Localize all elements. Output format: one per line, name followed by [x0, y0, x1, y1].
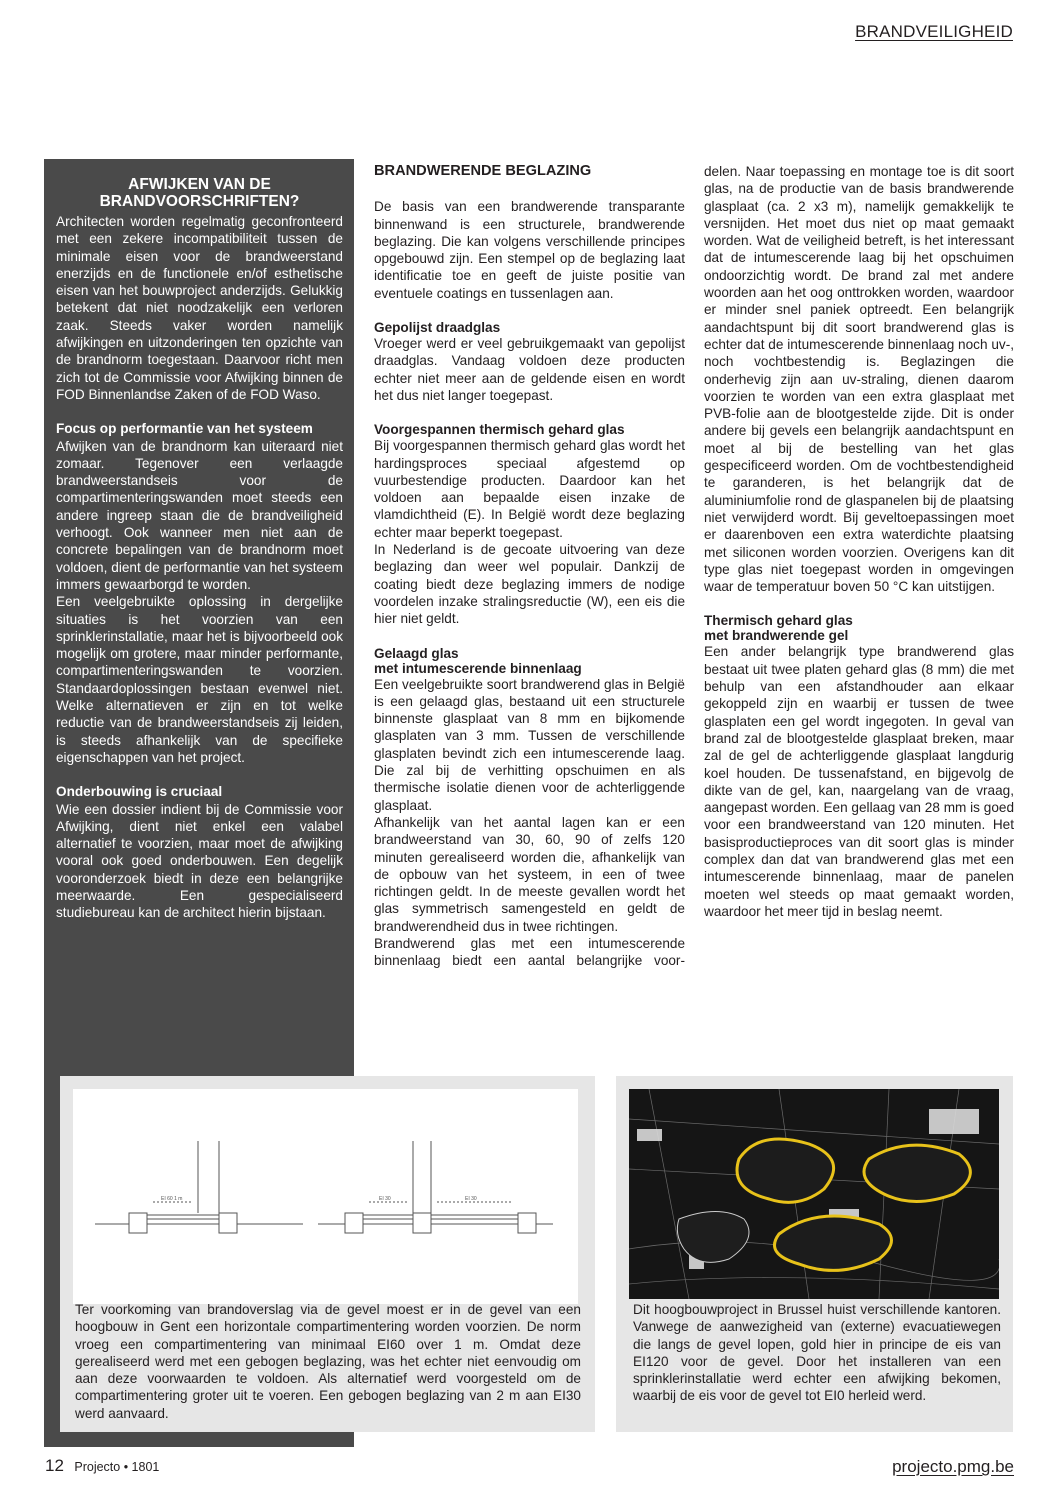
figure-caption: Ter voorkoming van brandoverslag via de gevel moest er in de gevel van een hoogbouw in Gent een horizontale compartimentering worden voorzien. De norm vroeg een compartimentering van minimaal EI60 over 1 m. Omdat deze gerealiseerd werd met een gebogen beglazing, was het echter niet eenvoudig om aan deze voorwaarden te voldoen. Als alternatief werd voorgesteld om de compartimentering groter uit te voeren. Een gebogen beglazing van 2 m aan EI30 werd aanvaard.	[75, 1302, 581, 1421]
figure-caption: Dit hoogbouwproject in Brussel huist verschillende kantoren. Vanwege de aanwezigheid van (externe) evacuatiewegen die langs de gevel lopen, gold hier in principe de eis van EI120 voor de gevel. Door het installeren van een sprinklerinstallatie werd echter een afwijking bekomen, waarbij de eis voor de gevel tot EI0 herleid werd.	[633, 1302, 1001, 1404]
figure-gent	[60, 1076, 595, 1432]
figure-brussel	[616, 1076, 1013, 1432]
paragraph: Brandwerend glas met een intumescerende binnenlaag biedt een aantal belangrijke voor-	[374, 935, 685, 969]
article-column-2	[374, 163, 685, 970]
article-intro: De basis van een brandwerende transparante binnenwand is een structurele, brandwerende beglazing. Die kan volgens verschillende principes opgebouwd zijn. Een stempel op de beglazing laat identificatie toe en geeft de juiste positie van eventuele coatings en tussenlagen aan.	[374, 199, 685, 301]
paragraph: Een veelgebruikte soort brandwerend glas in België is een gelaagd glas, bestaand uit een structurele binnenste glasplaat van 8 mm en bijkomende glasplaten van 3 mm. Tussen de verschillende glasplaten bevindt zich een intumescerende laag. Die zal bij de verhitting opschuimen en als thermische isolatie dienen voor de achterliggende glasplaat.	[374, 676, 685, 813]
subheading-line: Gelaagd glas	[374, 645, 459, 661]
sidebar-paragraph: Een veelgebruikte oplossing in dergelijke situaties is het voorzien van een sprinklerinstallatie, maar het is bijvoorbeeld ook mogelijk om grotere, maar minder performante, compartimenteringswanden te voorzien. Standaardoplossingen bestaan evenwel niet. Welke alternatieven er zijn en tot welke reductie van de brandweerstandseis zij leiden, is steeds afhankelijk van de specifieke eigenschappen van het project.	[56, 594, 343, 765]
sidebar-paragraph: Wie een dossier indient bij de Commissie voor Afwijking, dient niet enkel een valabel alternatief te voorzien, maar moet de afwijking vooral ook goed onderbouwen. Een degelijk vooronderzoek biedt in deze een belangrijke meerwaarde. Een gespecialiseerd studiebureau kan de architect hierin bijstaan.	[56, 801, 343, 921]
subheading-gelaagd	[374, 646, 685, 676]
paragraph: In Nederland is de gecoate uitvoering van deze beglazing dan weer wel populair. Dankzij de coating biedt deze beglazing immers de nodige voordelen inzake stralingsreductie (W), een eis die hier niet geldt.	[374, 542, 685, 627]
subheading-gel	[704, 613, 1014, 643]
site-plan-svg	[629, 1089, 999, 1299]
page-number: 12	[45, 1456, 64, 1475]
drawing-label: EI 30	[465, 1196, 477, 1202]
subheading-draadglas: Gepolijst draadglas	[374, 320, 501, 336]
sidebar-paragraph: Afwijken van de brandnorm kan uiteraard niet zomaar. Tegenover een verlaagde brandweerstandseis voor de compartimenteringswanden moet steeds een andere ingreep staan die de brandveiligheid verhoogt. Ook wanneer men niet aan de concrete bepalingen van de brandnorm moet voldoen, dient de performantie van het systeem immers gewaarborgd te worden.	[56, 438, 343, 592]
magazine-issue: Projecto • 1801	[74, 1460, 160, 1474]
paragraph: Bij voorgespannen thermisch gehard glas wordt het hardingsproces speciaal afgestemd op vuurbestendige producten. Daardoor kan het voldoen aan bepaalde eisen inzake de vlamdichtheid (E). In België wordt deze beglazing echter maar beperkt toegepast.	[374, 438, 685, 540]
article-column-3	[704, 163, 1014, 920]
subheading-voorgespannen: Voorgespannen thermisch gehard glas	[374, 422, 625, 438]
sidebar-title-line1: AFWIJKEN VAN DE	[128, 176, 271, 193]
paragraph: Een ander belangrijk type brandwerend glas bestaat uit twee platen gehard glas (8 mm) die met behulp van een afstandhouder aan elkaar gekoppeld zijn en waarbij er tussen de twee glasplaten een gel wordt ingegoten. In geval van brand zal de blootgestelde glasplaat breken, maar zal de gel de achterliggende glasplaat langdurig koel houden. De tussenafstand, en bijgevolg de dikte van de gel, kan, naargelang van de vraag, aangepast worden. Een gellaag van 28 mm is goed voor een brandweerstand van 120 minuten. Het basisproductieproces van dit soort glas is minder complex dan dat van brandwerend glas met een intumescerende binnenlaag, maar de panelen moeten wel steeds op maat gemaakt worden, waardoor het meer tijd in beslag neemt.	[704, 644, 1014, 919]
drawing-label: EI 30	[379, 1196, 391, 1202]
article-title: BRANDWERENDE BEGLAZING	[374, 163, 592, 179]
paragraph: Vroeger werd er veel gebruikgemaakt van gepolijst draadglas. Vandaag voldoen deze producten echter niet meer aan de geldende eisen en wordt het dus niet langer toegepast.	[374, 336, 685, 403]
sidebar-title-line2: BRANDVOORSCHRIFTEN?	[99, 193, 300, 210]
sidebar-intro: Architecten worden regelmatig geconfronteerd met een zekere incompatibiliteit tussen de minimale eisen voor de brandweerstand enerzijds en de functionele en/of esthetische eisen van het bouwproject anderzijds. Gelukkig betekent dat niet noodzakelijk een verloren zaak. Steeds vaker worden namelijk afwijkingen en uitzonderingen ten opzichte van de brandnorm toegestaan. Daarvoor richt men zich tot de Commissie voor Afwijking binnen de FOD Binnenlandse Zaken of de FOD Waso.	[56, 214, 343, 402]
section-label: BRANDVEILIGHEID	[855, 22, 1013, 41]
section-drawing-svg	[73, 1089, 578, 1304]
subheading-line: met brandwerende gel	[704, 628, 849, 644]
footer-url[interactable]: projecto.pmg.be	[892, 1457, 1014, 1476]
drawing-label: EI 60 1 m	[161, 1196, 183, 1202]
page-footer	[45, 1456, 159, 1476]
sidebar-content	[56, 176, 343, 922]
section-drawing	[73, 1089, 578, 1304]
sidebar-heading-onderbouwing: Onderbouwing is cruciaal	[56, 784, 223, 800]
paragraph: Afhankelijk van het aantal lagen kan er een brandweerstand van 30, 60, 90 of zelfs 120 minuten gerealiseerd worden die, afhankelijk van de opbouw van het systeem, in een of twee richtingen geldt. In de meeste gevallen wordt het glas symmetrisch samengesteld en geldt de brandwerendheid dus in twee richtingen.	[374, 814, 685, 934]
subheading-line: met intumescerende binnenlaag	[374, 660, 582, 676]
paragraph: delen. Naar toepassing en montage toe is dit soort glas, na de productie van de basis brandwerende glasplaat (ca. 2 x3 m), namelijk gemakkelijk te versnijden. Het moet dus niet op maat gemaakt worden. Wat de veiligheid betreft, is het interessant dat de intumescerende laag bij het opschuimen ondoorzichtig wordt. De brand zal met andere woorden aan het oog onttrokken worden, waardoor er minder snel paniek optreedt. Een belangrijk aandachtspunt bij dit soort brandwerend glas is echter dat de intumescerende binnenlaag noch uv-, noch vochtbestendig is. Beglazingen die onderhevig zijn aan uv-straling, dienen daarom voorzien te worden van een extra glasplaat met PVB-folie aan de blootgestelde zijde. Dit is onder andere bij gevels een belangrijk aandachtspunt en moet al bij de bestelling van het glas gespecificeerd worden. Om de vochtbestendigheid te garanderen, is het belangrijk dat de aluminiumfolie rond de glaspanelen bij de plaatsing niet verwijderd wordt. Bij geveltoepassingen moet er daarenboven een extra waterdichte plaatsing met siliconen worden voorzien. Overigens kan dit type glas niet toegepast worden in omgevingen waar de temperatuur boven 50 °C kan uitstijgen.	[704, 164, 1014, 595]
sidebar-heading-performance: Focus op performantie van het systeem	[56, 421, 313, 437]
sidebar-title	[56, 176, 343, 210]
site-plan	[629, 1089, 999, 1299]
subheading-line: Thermisch gehard glas	[704, 613, 853, 629]
